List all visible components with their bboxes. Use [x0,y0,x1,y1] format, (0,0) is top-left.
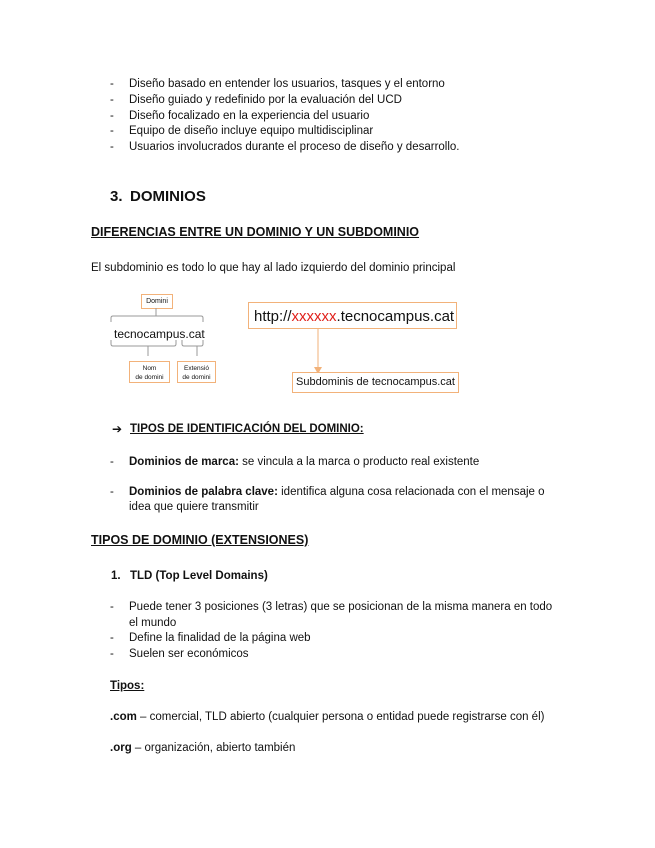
url-prefix: http:// [254,308,292,325]
nom-domini-line1: Nom [142,365,157,372]
type-description: – organización, abierto también [131,742,296,754]
item-term: Dominios de palabra clave: [129,486,278,498]
list-item: Puede tener 3 posiciones (3 letras) que se posicionan de la misma manera en todo [129,601,553,613]
bullet-marker: - [110,94,114,106]
down-arrow [312,329,324,375]
identification-heading: TIPOS DE IDENTIFICACIÓN DEL DOMINIO: [130,423,364,435]
bullet-marker: - [110,110,114,122]
bullet-marker: - [110,125,114,137]
bullet-marker: - [110,141,114,153]
item-text-continuation: idea que quiere transmitir [129,501,259,513]
bullet-marker: - [110,648,114,660]
subdomains-caption-box: Subdominis de tecnocampus.cat [292,372,459,393]
list-item: Usuarios involucrados durante el proceso de diseño y desarrollo. [129,141,460,153]
bullet-marker: - [110,486,114,498]
list-item: Equipo de diseño incluye equipo multidisciplinar [129,125,374,137]
list-item: Define la finalidad de la página web [129,632,311,644]
arrow-icon: ➔ [112,422,123,436]
extensio-domini-line2: de domini [182,374,211,381]
list-item: Diseño guiado y redefinido por la evaluación del UCD [129,94,402,106]
domini-label-box: Domini [141,294,173,309]
list-item: Diseño focalizado en la experiencia del usuario [129,110,370,122]
type-com [110,711,544,723]
item-text: identifica alguna cosa relacionada con el mensaje o [277,486,545,498]
item-text: se vincula a la marca o producto real existente [238,456,480,468]
bullet-marker: - [110,601,114,613]
subdomain-sentence: El subdominio es todo lo que hay al lado izquierdo del dominio principal [91,262,456,274]
section-title: DOMINIOS [130,188,206,205]
nom-domini-line2: de domini [135,374,164,381]
bullet-marker: - [110,632,114,644]
tipos-label: Tipos: [110,680,145,692]
tld-title: TLD (Top Level Domains) [130,570,268,582]
bullet-marker: - [110,78,114,90]
subheading-extensions: TIPOS DE DOMINIO (EXTENSIONES) [91,533,309,547]
bullet-marker: - [110,456,114,468]
item-text-continuation: el mundo [129,617,177,629]
tld-number: 1. [111,570,121,582]
list-item-keyword [129,486,545,498]
domain-name: tecnocampus.cat [114,327,205,341]
type-extension: .com [110,711,137,723]
item-term: Dominios de marca: [129,456,239,468]
url-subdomain-placeholder: xxxxxx [291,308,337,325]
type-description: – comercial, TLD abierto (cualquier persona o entidad puede registrarse con él) [136,711,545,723]
url-suffix: .tecnocampus.cat [336,308,455,325]
list-item-brand [129,456,479,468]
list-item: Diseño basado en entender los usuarios, tasques y el entorno [129,78,445,90]
type-org [110,742,295,754]
subheading-differences: DIFERENCIAS ENTRE UN DOMINIO Y UN SUBDOMINIO [91,225,420,239]
type-extension: .org [110,742,132,754]
url-example-box [248,302,457,329]
extensio-domini-line1: Extensió [184,365,209,372]
nom-domini-box [129,361,170,383]
list-item: Suelen ser económicos [129,648,249,660]
extensio-domini-box [177,361,216,383]
section-number: 3. [110,188,123,205]
